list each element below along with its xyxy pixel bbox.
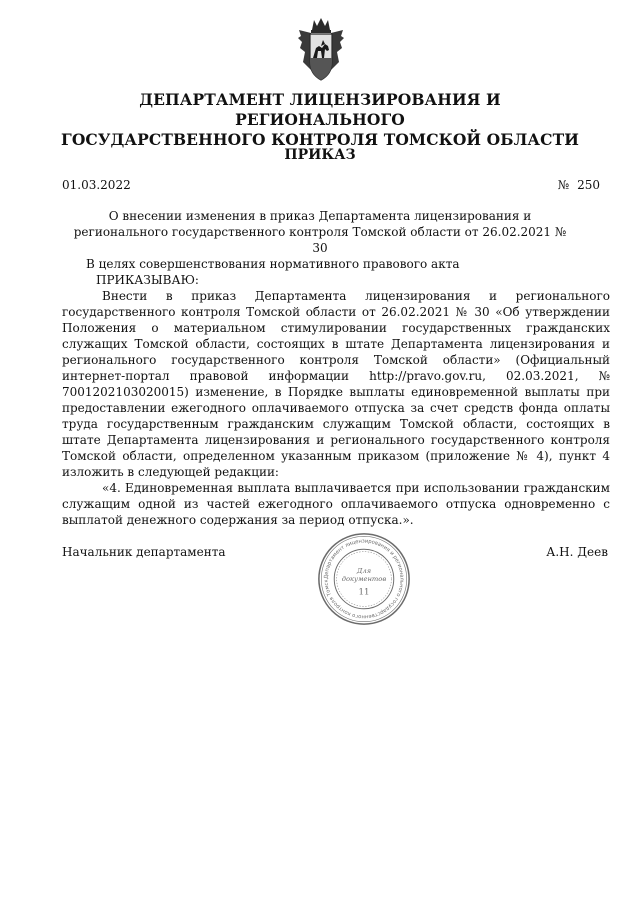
stamp-center-number: 11 — [358, 587, 370, 598]
signer-position: Начальник департамента — [62, 545, 226, 559]
organization-name-line-2: ГОСУДАРСТВЕННОГО КОНТРОЛЯ ТОМСКОЙ ОБЛАСТИ — [61, 130, 579, 149]
document-body — [62, 256, 610, 528]
number-sign: № — [557, 178, 570, 192]
body-paragraph-2: «4. Единовременная выплата выплачивается при использовании гражданским служащим одной из частей ежегодного оплачиваемого отпуска одновременно с выплатой денежного содержания за период отпуска.». — [62, 481, 610, 527]
document-subject: О внесении изменения в приказ Департамента лицензирования и регионального государственного контроля Томской области от 26.02.2021 № 30 — [73, 209, 567, 255]
number-value: 250 — [577, 178, 600, 192]
document-date: 01.03.2022 — [62, 178, 131, 192]
organization-name-line-1: ДЕПАРТАМЕНТ ЛИЦЕНЗИРОВАНИЯ И РЕГИОНАЛЬНОГО — [139, 90, 501, 129]
stamp-center-line-2: документов — [341, 574, 387, 583]
signer-name: А.Н. Деев — [546, 545, 608, 559]
stamp-ring-text: Департамент лицензирования и регионального государственного контроля Томск — [323, 538, 405, 620]
organization-name — [60, 90, 580, 150]
document-type-title: ПРИКАЗ — [284, 147, 356, 163]
official-round-stamp-icon — [316, 531, 412, 627]
body-paragraph-1: Внести в приказ Департамента лицензирования и регионального государственного контроля Томской области от 26.02.2021 № 30 «Об утверждении Положения о материальном стимулировании государственных гражданских служащих Томской области, состоящих в штате Департамента лицензирования и регионального государственного контроля Томской области» (Официальный интернет-портал правовой информации http://pravo.gov.ru, 02.03.2021, № 7001202103020015) изменение, в Порядке выплаты единовременной выплаты при предоставлении ежегодного оплачиваемого отпуска за счет средств фонда оплаты труда государственным гражданским служащим Томской области, состоящих в штате Департамента лицензирования и регионального государственного контроля Томской области, определенном указанным приказом (приложение № 4), пункт 4 изложить в следующей редакции: — [62, 289, 610, 479]
order-word: ПРИКАЗЫВАЮ: — [96, 273, 199, 287]
stamp-center-line-1: Для — [356, 567, 372, 576]
intro-text: В целях совершенствования нормативного правового акта — [86, 257, 460, 271]
document-number — [558, 177, 600, 193]
tomsk-oblast-coat-of-arms-icon — [298, 18, 344, 82]
